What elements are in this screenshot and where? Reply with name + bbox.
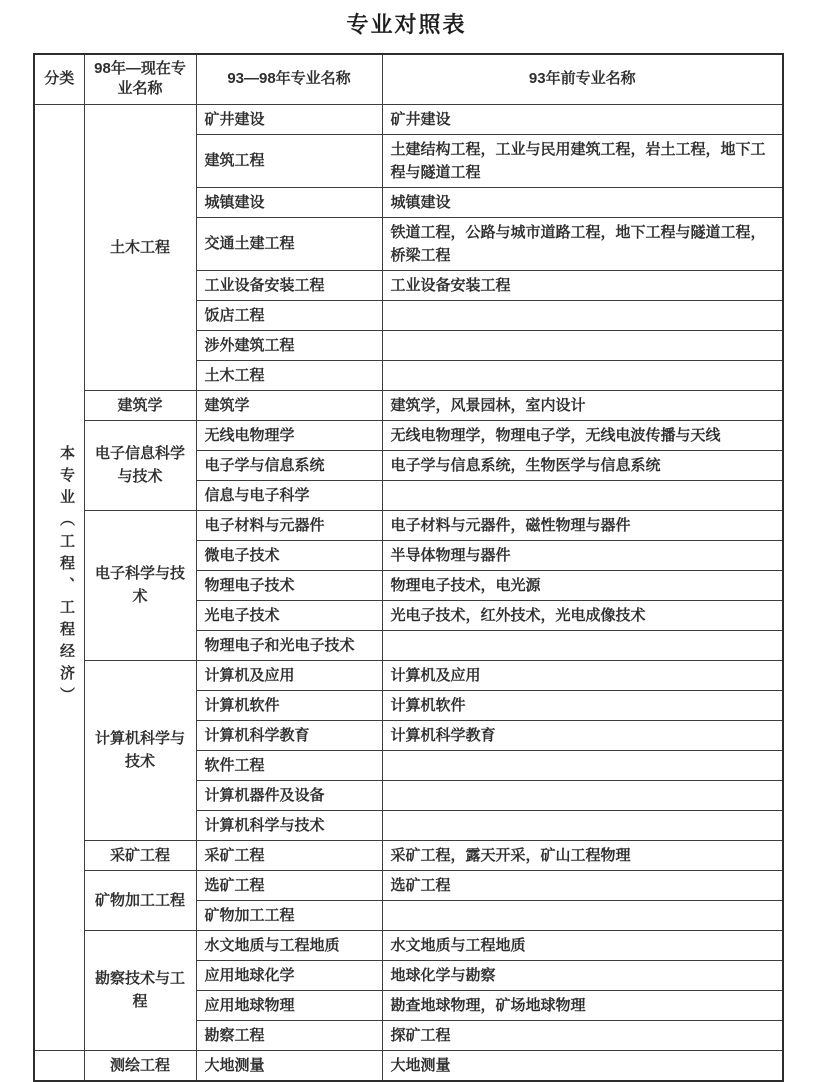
category-cell: 电子科学与技术 [84, 510, 196, 660]
mid-period-name-cell: 土木工程 [196, 360, 382, 390]
mid-period-name-cell: 选矿工程 [196, 870, 382, 900]
pre93-name-cell: 铁道工程，公路与城市道路工程，地下工程与隧道工程，桥梁工程 [382, 217, 783, 270]
table-row [34, 840, 783, 870]
classification-label: 本专业（工程、工程经济） [58, 445, 75, 709]
mid-period-name-cell: 交通土建工程 [196, 217, 382, 270]
pre93-name-cell: 半导体物理与器件 [382, 540, 783, 570]
category-cell: 矿物加工工程 [84, 870, 196, 930]
mid-period-name-cell: 信息与电子科学 [196, 480, 382, 510]
pre93-name-cell [382, 360, 783, 390]
mid-period-name-cell: 无线电物理学 [196, 420, 382, 450]
pre93-name-cell: 物理电子技术，电光源 [382, 570, 783, 600]
header-93-98-name: 93—98年专业名称 [196, 54, 382, 104]
mid-period-name-cell: 物理电子技术 [196, 570, 382, 600]
pre93-name-cell [382, 330, 783, 360]
pre93-name-cell: 采矿工程，露天开采，矿山工程物理 [382, 840, 783, 870]
mid-period-name-cell: 勘察工程 [196, 1020, 382, 1050]
page-title: 专业对照表 [346, 12, 467, 37]
pre93-name-cell: 计算机软件 [382, 690, 783, 720]
classification-cell [34, 104, 84, 1050]
table-row [34, 104, 783, 134]
mid-period-name-cell: 建筑学 [196, 390, 382, 420]
pre93-name-cell: 地球化学与勘察 [382, 960, 783, 990]
pre93-name-cell: 大地测量 [382, 1050, 783, 1081]
table-row [34, 510, 783, 540]
category-cell: 电子信息科学与技术 [84, 420, 196, 510]
mid-period-name-cell: 工业设备安装工程 [196, 270, 382, 300]
table-row [34, 420, 783, 450]
pre93-name-cell [382, 780, 783, 810]
pre93-name-cell [382, 300, 783, 330]
mid-period-name-cell: 计算机器件及设备 [196, 780, 382, 810]
mid-period-name-cell: 矿物加工工程 [196, 900, 382, 930]
pre93-name-cell [382, 750, 783, 780]
pre93-name-cell: 电子材料与元器件，磁性物理与器件 [382, 510, 783, 540]
pre93-name-cell [382, 630, 783, 660]
pre93-name-cell: 城镇建设 [382, 187, 783, 217]
mid-period-name-cell: 计算机科学教育 [196, 720, 382, 750]
table-row [34, 870, 783, 900]
category-cell: 计算机科学与技术 [84, 660, 196, 840]
pre93-name-cell [382, 810, 783, 840]
table-row [34, 390, 783, 420]
mid-period-name-cell: 大地测量 [196, 1050, 382, 1081]
table-row [34, 660, 783, 690]
mid-period-name-cell: 电子材料与元器件 [196, 510, 382, 540]
mid-period-name-cell: 水文地质与工程地质 [196, 930, 382, 960]
pre93-name-cell: 电子学与信息系统，生物医学与信息系统 [382, 450, 783, 480]
pre93-name-cell [382, 480, 783, 510]
pre93-name-cell: 矿井建设 [382, 104, 783, 134]
pre93-name-cell [382, 900, 783, 930]
header-current-name: 98年—现在专业名称 [84, 54, 196, 104]
category-cell: 建筑学 [84, 390, 196, 420]
mid-period-name-cell: 计算机科学与技术 [196, 810, 382, 840]
header-category: 分类 [34, 54, 84, 104]
pre93-name-cell: 水文地质与工程地质 [382, 930, 783, 960]
mid-period-name-cell: 物理电子和光电子技术 [196, 630, 382, 660]
category-cell: 土木工程 [84, 104, 196, 390]
pre93-name-cell: 探矿工程 [382, 1020, 783, 1050]
pre93-name-cell: 土建结构工程，工业与民用建筑工程，岩土工程，地下工程与隧道工程 [382, 134, 783, 187]
category-cell: 采矿工程 [84, 840, 196, 870]
mid-period-name-cell: 电子学与信息系统 [196, 450, 382, 480]
mid-period-name-cell: 应用地球物理 [196, 990, 382, 1020]
pre93-name-cell: 工业设备安装工程 [382, 270, 783, 300]
mid-period-name-cell: 软件工程 [196, 750, 382, 780]
pre93-name-cell: 光电子技术，红外技术，光电成像技术 [382, 600, 783, 630]
mid-period-name-cell: 微电子技术 [196, 540, 382, 570]
mid-period-name-cell: 饭店工程 [196, 300, 382, 330]
table-row [34, 930, 783, 960]
mid-period-name-cell: 计算机软件 [196, 690, 382, 720]
pre93-name-cell: 计算机科学教育 [382, 720, 783, 750]
category-cell: 测绘工程 [84, 1050, 196, 1081]
table-row [34, 1050, 783, 1081]
pre93-name-cell: 无线电物理学，物理电子学，无线电波传播与天线 [382, 420, 783, 450]
pre93-name-cell: 选矿工程 [382, 870, 783, 900]
mid-period-name-cell: 计算机及应用 [196, 660, 382, 690]
mid-period-name-cell: 城镇建设 [196, 187, 382, 217]
mid-period-name-cell: 涉外建筑工程 [196, 330, 382, 360]
pre93-name-cell: 计算机及应用 [382, 660, 783, 690]
header-row [34, 54, 783, 104]
comparison-table [33, 53, 784, 1082]
mid-period-name-cell: 应用地球化学 [196, 960, 382, 990]
mid-period-name-cell: 采矿工程 [196, 840, 382, 870]
mid-period-name-cell: 矿井建设 [196, 104, 382, 134]
header-pre93-name: 93年前专业名称 [382, 54, 783, 104]
mid-period-name-cell: 建筑工程 [196, 134, 382, 187]
pre93-name-cell: 勘查地球物理，矿场地球物理 [382, 990, 783, 1020]
classification-cell-empty [34, 1050, 84, 1081]
category-cell: 勘察技术与工程 [84, 930, 196, 1050]
pre93-name-cell: 建筑学，风景园林，室内设计 [382, 390, 783, 420]
mid-period-name-cell: 光电子技术 [196, 600, 382, 630]
